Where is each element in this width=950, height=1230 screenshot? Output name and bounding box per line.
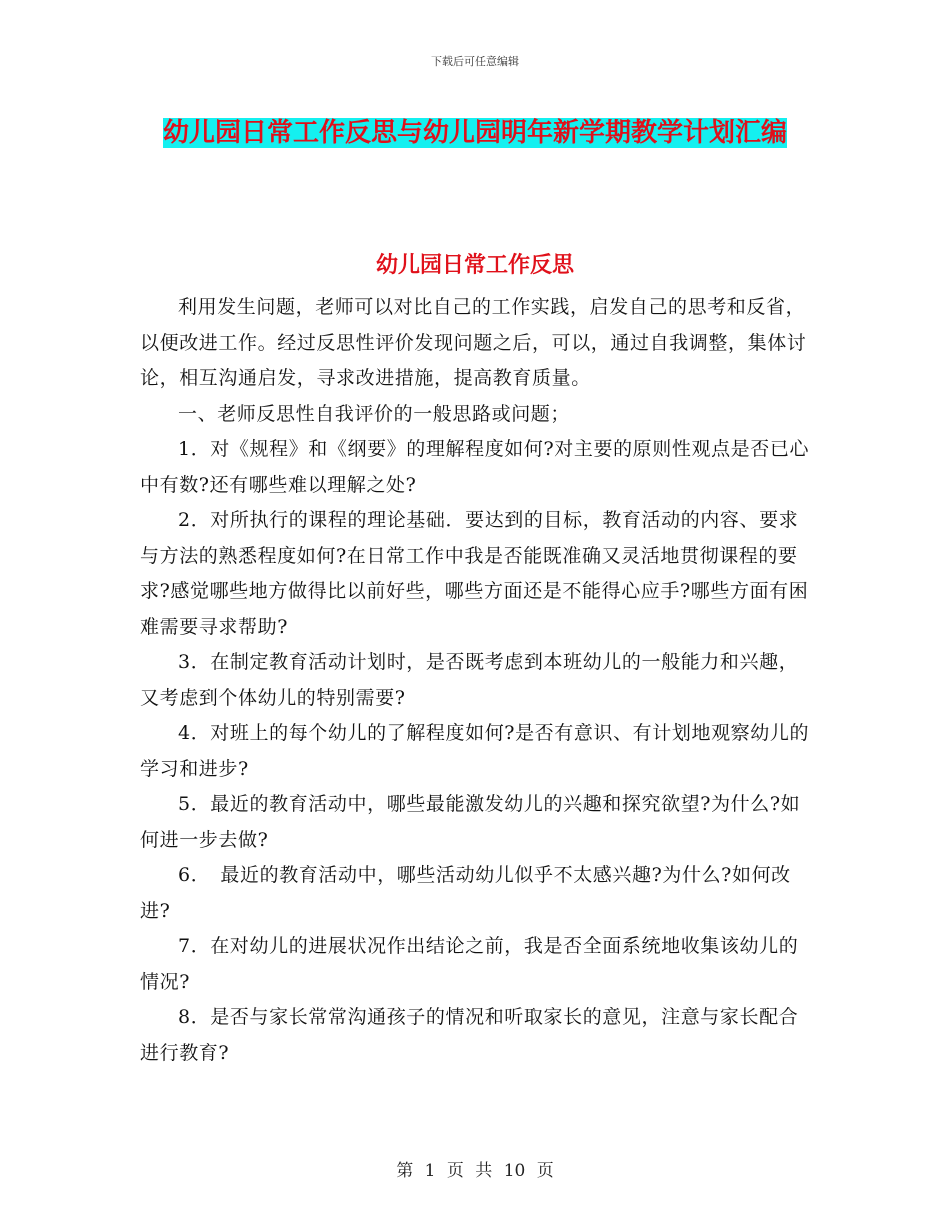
section-heading: 幼儿园日常工作反思 bbox=[375, 253, 574, 278]
paragraph-intro: 利用发生问题，老师可以对比自己的工作实践，启发自己的思考和反省，以便改进工作。经过反思性评价发现问题之后，可以，通过自我调整，集体讨论，相互沟通启发，寻求改进措施，提高教育质量。 bbox=[140, 296, 807, 389]
paragraph-item-8: 8．是否与家长常常沟通孩子的情况和听取家长的意见，注意与家长配合进行教育? bbox=[140, 1006, 799, 1064]
document-title bbox=[140, 110, 810, 156]
paragraph-item-3: 3．在制定教育活动计划时，是否既考虑到本班幼儿的一般能力和兴趣，又考虑到个体幼儿的特别需要? bbox=[140, 651, 799, 709]
paragraph-item-5: 5．最近的教育活动中，哪些最能激发幼儿的兴趣和探究欲望?为什么?如何进一步去做? bbox=[140, 793, 801, 851]
paragraph-item-4: 4．对班上的每个幼儿的了解程度如何?是否有意识、有计划地观察幼儿的学习和进步? bbox=[140, 722, 810, 780]
header-note: 下载后可任意编辑 bbox=[431, 55, 519, 68]
paragraph-item-6: 6． 最近的教育活动中，哪些活动幼儿似乎不太感兴趣?为什么?如何改进? bbox=[140, 864, 791, 922]
page-footer: 第 1 页 共 10 页 bbox=[396, 1161, 554, 1181]
paragraph-item-7: 7．在对幼儿的进展状况作出结论之前，我是否全面系统地收集该幼儿的情况? bbox=[140, 935, 799, 993]
paragraph-heading-1: 一、老师反思性自我评价的一般思路或问题； bbox=[178, 402, 571, 425]
body-text bbox=[140, 290, 810, 1071]
paragraph-item-1: 1．对《规程》和《纲要》的理解程度如何?对主要的原则性观点是否已心中有数?还有哪些难以理解之处? bbox=[140, 438, 810, 496]
paragraph-item-2: 2．对所执行的课程的理论基础．要达到的目标，教育活动的内容、要求与方法的熟悉程度如何?在日常工作中我是否能既准确又灵活地贯彻课程的要求?感觉哪些地方做得比以前好些，哪些方面还是不能得心应手?哪些方面有困难需要寻求帮助? bbox=[140, 509, 809, 638]
document-title-text: 幼儿园日常工作反思与幼儿园明年新学期教学计划汇编 bbox=[162, 118, 787, 148]
